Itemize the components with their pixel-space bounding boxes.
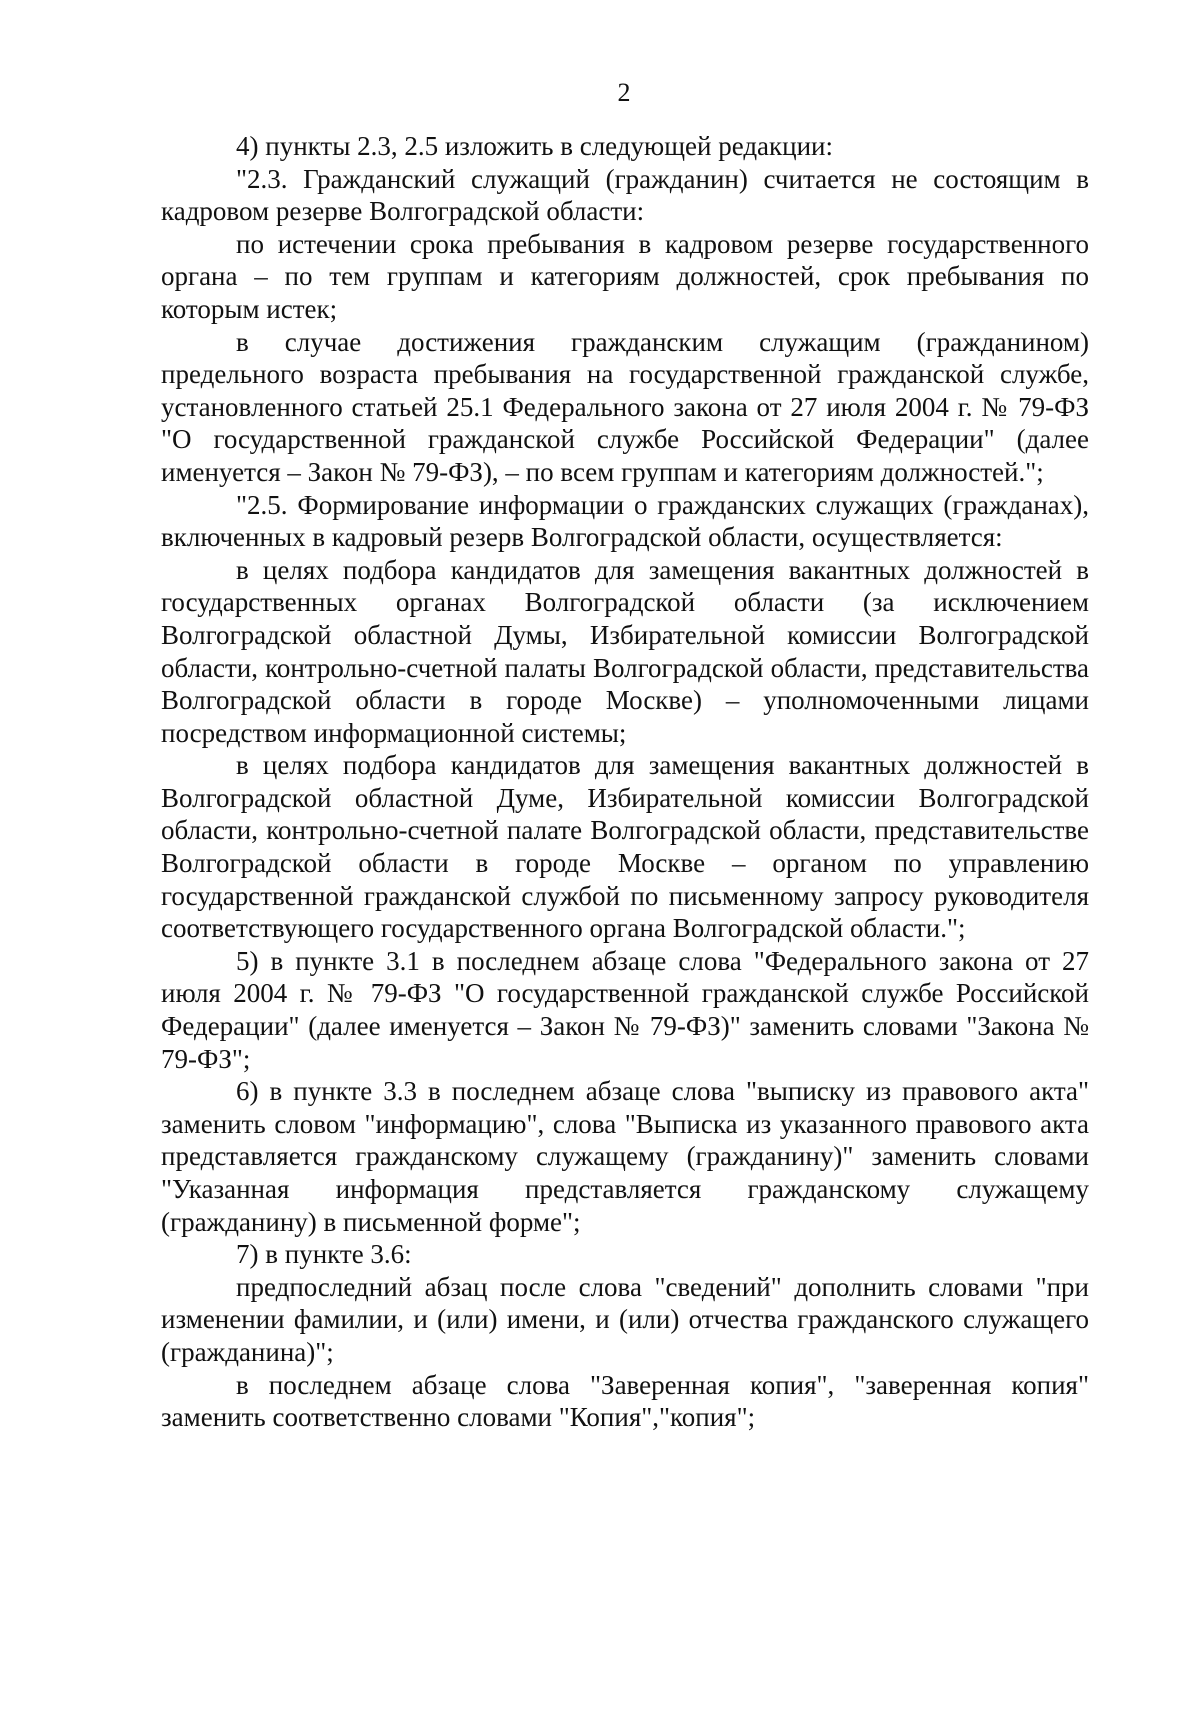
paragraph-clause-2-3: "2.3. Гражданский служащий (гражданин) считается не состоящим в кадровом резерве Волгоградской области: (161, 163, 1089, 227)
document-body (161, 130, 1089, 1434)
paragraph-info-system: в целях подбора кандидатов для замещения вакантных должностей в государственных органах Волгоградской области (за исключением Волгоградской областной Думы, Избирательной комиссии Волгоградской области, контрольно-счетной палаты Волгоградской области, представительства Волгоградской области в городе Москве) – уполномоченными лицами посредством информационной системы; (161, 554, 1089, 748)
paragraph-item-6: 6) в пункте 3.3 в последнем абзаце слова "выписку из правового акта" заменить словом "информацию", слова "Выписка из указанного правового акта представляется гражданскому служащему (гражданину)" заменить словами "Указанная информация представляется гражданскому служащему (гражданину) в письменной форме"; (161, 1076, 1089, 1237)
paragraph-term-expiry: по истечении срока пребывания в кадровом резерве государственного органа – по тем группам и категориям должностей, срок пребывания по которым истек; (161, 228, 1089, 324)
paragraph-item-7: 7) в пункте 3.6: (236, 1239, 412, 1270)
page-number: 2 (617, 78, 631, 107)
paragraph-written-request: в целях подбора кандидатов для замещения вакантных должностей в Волгоградской областной Думе, Избирательной комиссии Волгоградской области, контрольно-счетной палате Волгоградской области, представительстве Волгоградской области в городе Москве – органом по управлению государственной гражданской службой по письменному запросу руководителя соответствующего государственного органа Волгоградской области."; (161, 750, 1089, 944)
paragraph-age-limit: в случае достижения гражданским служащим (гражданином) предельного возраста пребывания на государственной гражданской службе, установленного статьей 25.1 Федерального закона от 27 июля 2004 г. № 79-ФЗ "О государственной гражданской службе Российской Федерации" (далее именуется – Закон № 79-ФЗ), – по всем группам и категориям должностей."; (161, 326, 1089, 487)
paragraph-clause-2-5: "2.5. Формирование информации о гражданских служащих (гражданах), включенных в кадровый резерв Волгоградской области, осуществляется: (161, 489, 1089, 553)
paragraph-item-4: 4) пункты 2.3, 2.5 изложить в следующей редакции: (236, 131, 834, 161)
paragraph-penultimate: предпоследний абзац после слова "сведений" дополнить словами "при изменении фамилии, и (или) имени, и (или) отчества гражданского служащего (гражданина)"; (161, 1271, 1089, 1367)
paragraph-last: в последнем абзаце слова "Заверенная копия", "заверенная копия" заменить соответственно словами "Копия","копия"; (161, 1369, 1089, 1433)
paragraph-item-5: 5) в пункте 3.1 в последнем абзаце слова "Федерального закона от 27 июля 2004 г. № 79-ФЗ "О государственной гражданской службе Российской Федерации" (далее именуется – Закон № 79-ФЗ)" заменить словами "Закона № 79-ФЗ"; (161, 945, 1089, 1074)
